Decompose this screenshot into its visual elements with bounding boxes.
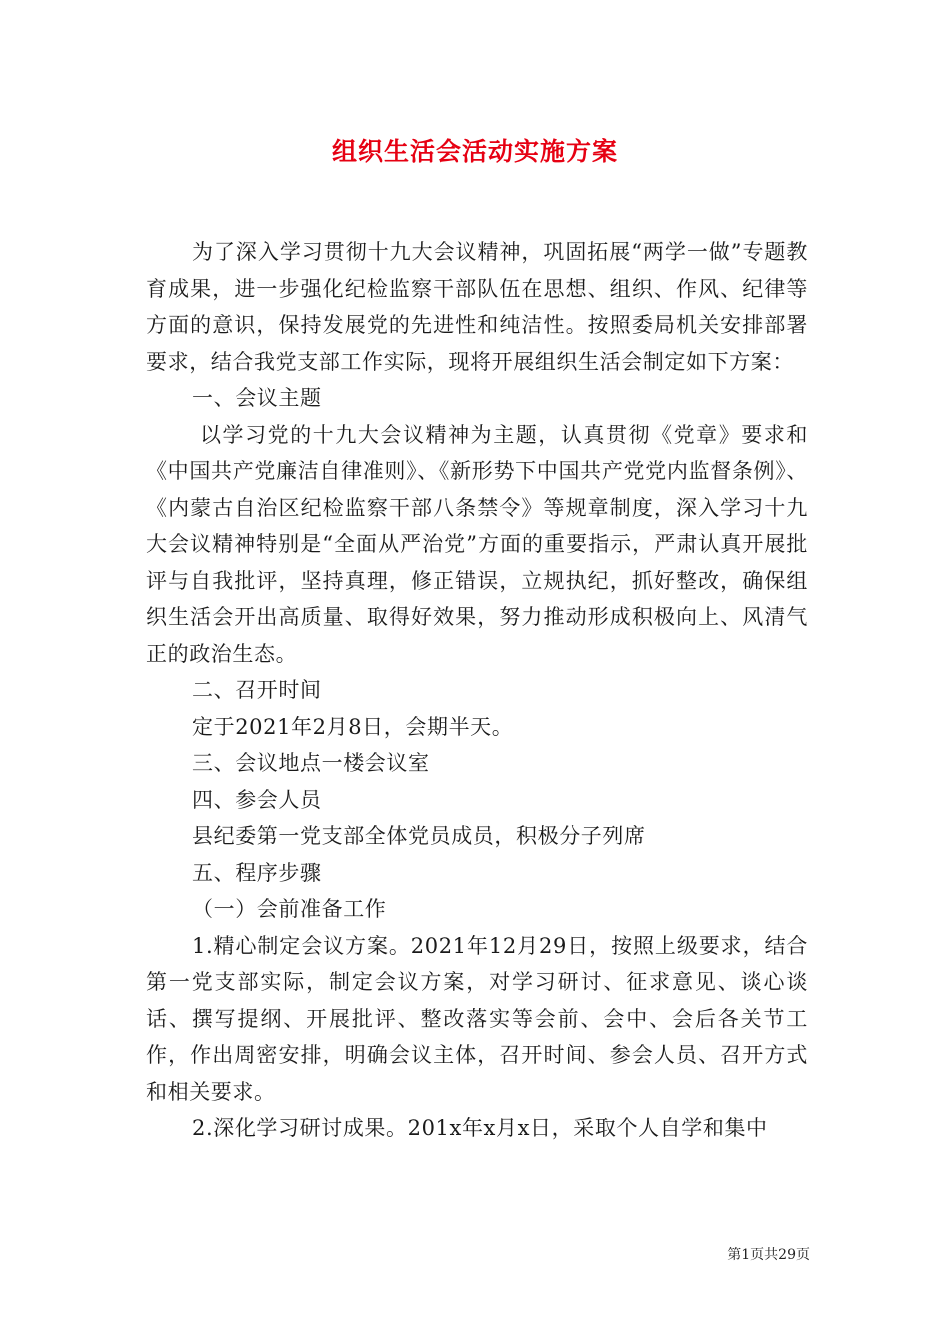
section-heading-theme: 一、会议主题 <box>192 386 322 410</box>
section-heading-time: 二、召开时间 <box>192 678 322 702</box>
attendees-paragraph: 县纪委第一党支部全体党员成员，积极分子列席 <box>192 824 646 848</box>
time-paragraph: 定于2021年2月8日，会期半天。 <box>192 714 514 739</box>
section-heading-attendees: 四、参会人员 <box>192 787 322 812</box>
theme-paragraph: 以学习党的十九大会议精神为主题，认真贯彻《党章》要求和《中国共产党廉洁自律准则》、《新形势下中国共产党党内监督条例》、《内蒙古自治区纪检监察干部八条禁令》等规章制度，深入学习十九大会议精神特别是“全面从严治党”方面的重要指示，严肃认真开展批评与自我批评，坚持真理，修正错误，立规执纪，抓好整改，确保组织生活会开出高质量、取得好效果，努力推动形成积极向上、风清气正的政治生态。 <box>146 422 808 666</box>
intro-paragraph: 为了深入学习贯彻十九大会议精神，巩固拓展“两学一做”专题教育成果，进一步强化纪检监察干部队伍在思想、组织、作风、纪律等方面的意识，保持发展党的先进性和纯洁性。按照委局机关安排部署要求，结合我党支部工作实际，现将开展组织生活会制定如下方案： <box>146 240 808 374</box>
page-number: 第1页共29页 <box>727 1247 810 1263</box>
step-1-paragraph: 1.精心制定会议方案。2021年12月29日，按照上级要求，结合第一党支部实际，制定会议方案，对学习研讨、征求意见、谈心谈话、撰写提纲、开展批评、整改落实等会前、会中、会后各关节工作，作出周密安排，明确会议主体，召开时间、参会人员、召开方式和相关要求。 <box>146 933 808 1104</box>
section-heading-procedure: 五、程序步骤 <box>192 860 322 885</box>
step-2-paragraph: 2.深化学习研讨成果。201x年x月x日，采取个人自学和集中 <box>192 1116 768 1140</box>
document-title: 组织生活会活动实施方案 <box>331 137 618 166</box>
section-heading-location: 三、会议地点一楼会议室 <box>192 751 430 775</box>
document-body <box>146 234 808 1147</box>
subsection-heading-preparation: （一）会前准备工作 <box>192 897 387 921</box>
